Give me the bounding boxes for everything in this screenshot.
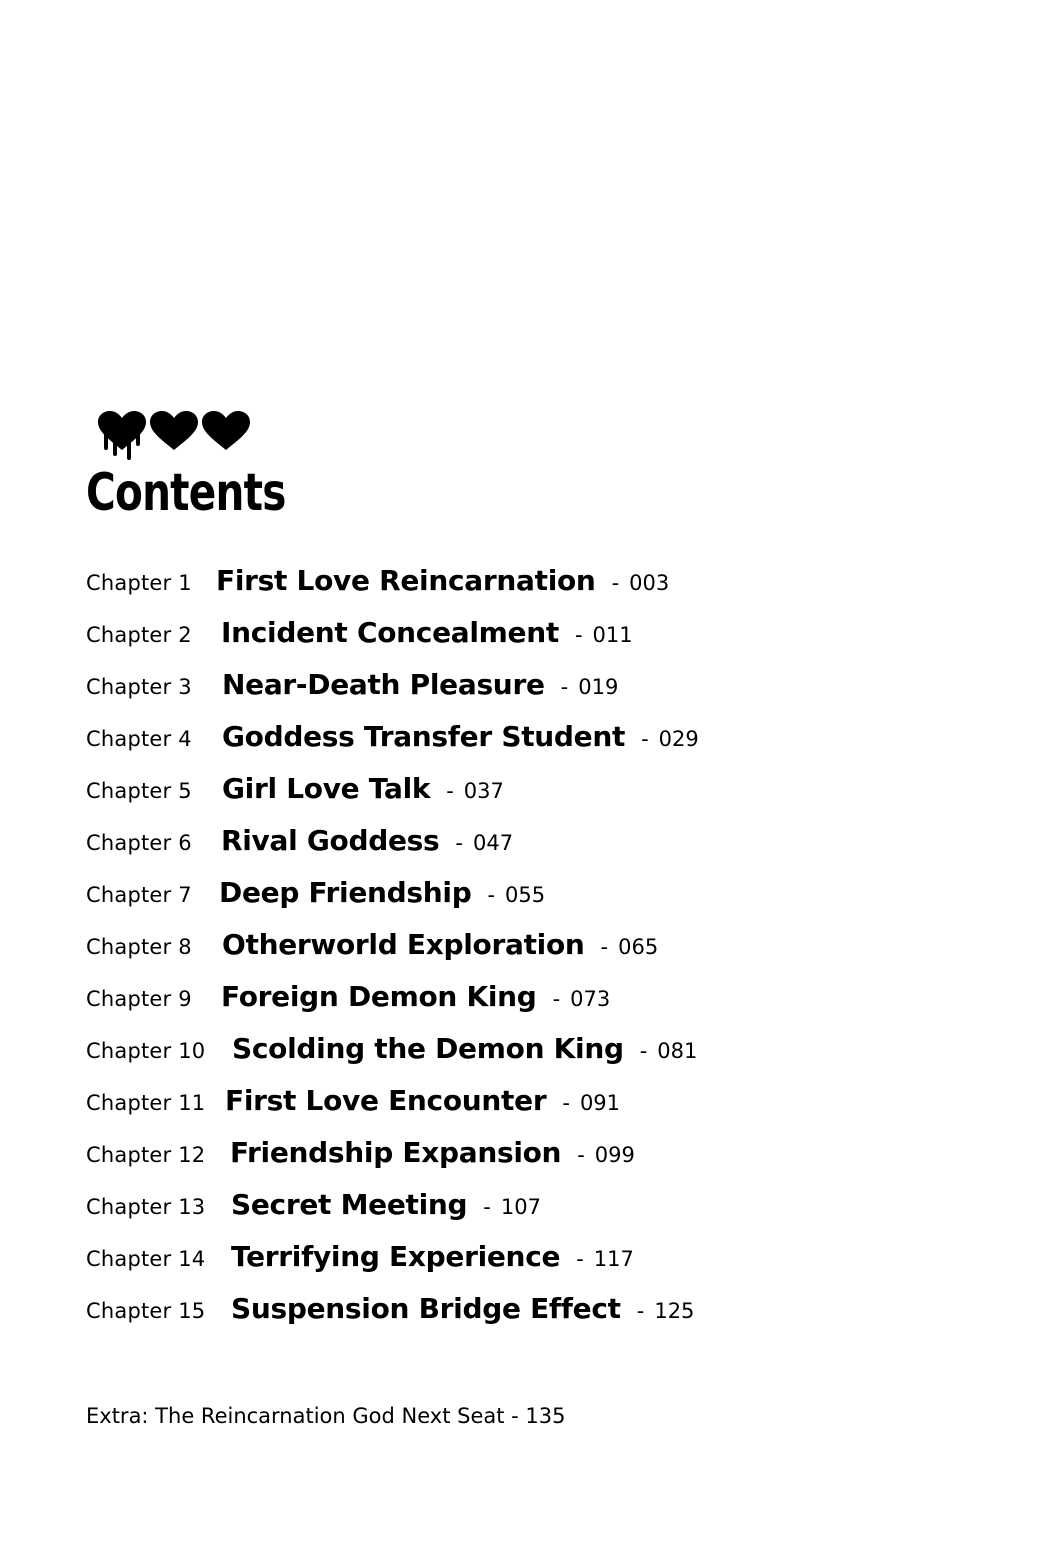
toc-row[interactable] <box>86 1232 986 1284</box>
chapter-title: Goddess Transfer Student <box>222 720 626 753</box>
chapter-separator: - <box>576 1247 584 1271</box>
toc-row[interactable] <box>86 660 986 712</box>
chapter-title: Secret Meeting <box>231 1188 468 1221</box>
toc-row[interactable] <box>86 712 986 764</box>
chapter-label: Chapter 14 <box>86 1247 206 1271</box>
chapter-page: 065 <box>618 935 659 959</box>
chapter-title: Girl Love Talk <box>222 772 431 805</box>
chapter-title: Suspension Bridge Effect <box>231 1292 621 1325</box>
extra-entry: Extra: The Reincarnation God Next Seat - 135 <box>86 1404 566 1428</box>
chapter-separator: - <box>611 571 620 595</box>
chapter-page: 081 <box>657 1039 698 1063</box>
chapter-separator: - <box>560 675 569 699</box>
heart-icon <box>150 411 198 450</box>
chapter-separator: - <box>574 623 583 647</box>
chapter-separator: - <box>600 935 609 959</box>
toc-row[interactable] <box>86 816 986 868</box>
chapter-title: Deep Friendship <box>219 876 472 909</box>
chapter-title: Terrifying Experience <box>231 1240 561 1273</box>
chapter-title: Scolding the Demon King <box>232 1032 624 1065</box>
hearts-decoration <box>96 410 256 462</box>
chapter-page: 099 <box>594 1143 635 1167</box>
chapter-separator: - <box>552 987 561 1011</box>
dripping-heart-icon <box>98 411 146 460</box>
chapter-label: Chapter 2 <box>86 623 192 647</box>
chapter-page: 125 <box>654 1299 695 1323</box>
chapter-page: 037 <box>463 779 504 803</box>
chapter-separator: - <box>487 883 496 907</box>
chapter-page: 003 <box>629 571 670 595</box>
toc-row[interactable] <box>86 920 986 972</box>
chapter-label: Chapter 10 <box>86 1039 206 1063</box>
toc-row[interactable] <box>86 764 986 816</box>
chapter-title: Incident Concealment <box>221 616 559 649</box>
chapter-separator: - <box>446 779 454 803</box>
chapter-page: 019 <box>578 675 619 699</box>
chapter-label: Chapter 13 <box>86 1195 206 1219</box>
chapter-separator: - <box>636 1299 645 1323</box>
toc-row[interactable] <box>86 1284 986 1336</box>
chapter-label: Chapter 4 <box>86 727 192 751</box>
chapter-page: 047 <box>472 831 514 855</box>
chapter-label: Chapter 8 <box>86 935 192 959</box>
toc-row[interactable] <box>86 1024 986 1076</box>
chapter-label: Chapter 11 <box>86 1091 206 1115</box>
toc-row[interactable] <box>86 972 986 1024</box>
chapter-label: Chapter 15 <box>86 1299 206 1323</box>
heart-icon <box>202 411 250 450</box>
chapter-title: Rival Goddess <box>221 824 440 857</box>
chapter-page: 117 <box>593 1247 634 1271</box>
chapter-title: Foreign Demon King <box>221 980 537 1013</box>
chapter-separator: - <box>577 1143 585 1167</box>
chapter-label: Chapter 3 <box>86 675 192 699</box>
chapter-label: Chapter 1 <box>86 571 192 595</box>
chapter-separator: - <box>455 831 463 855</box>
chapter-page: 073 <box>570 987 611 1011</box>
chapter-title: First Love Encounter <box>225 1084 547 1117</box>
chapter-page: 055 <box>505 883 546 907</box>
chapter-page: 011 <box>592 623 633 647</box>
toc-row[interactable] <box>86 868 986 920</box>
chapter-separator: - <box>641 727 649 751</box>
toc-row[interactable] <box>86 608 986 660</box>
chapter-title: Near-Death Pleasure <box>222 668 545 701</box>
chapter-title: Otherworld Exploration <box>222 928 585 961</box>
chapter-page: 107 <box>500 1195 541 1219</box>
toc-row[interactable] <box>86 1076 986 1128</box>
chapter-label: Chapter 7 <box>86 883 192 907</box>
toc-row[interactable] <box>86 1180 986 1232</box>
page-title: Contents <box>86 463 286 523</box>
chapter-label: Chapter 5 <box>86 779 192 803</box>
chapter-label: Chapter 12 <box>86 1143 206 1167</box>
chapter-separator: - <box>562 1091 570 1115</box>
chapter-label: Chapter 6 <box>86 831 192 855</box>
chapter-separator: - <box>483 1195 491 1219</box>
toc-row[interactable] <box>86 1128 986 1180</box>
chapter-title: Friendship Expansion <box>230 1136 562 1169</box>
chapter-page: 029 <box>658 727 699 751</box>
table-of-contents <box>86 556 986 1336</box>
chapter-title: First Love Reincarnation <box>216 564 596 597</box>
chapter-page: 091 <box>579 1091 621 1115</box>
toc-row[interactable] <box>86 556 986 608</box>
chapter-separator: - <box>639 1039 648 1063</box>
chapter-label: Chapter 9 <box>86 987 192 1011</box>
